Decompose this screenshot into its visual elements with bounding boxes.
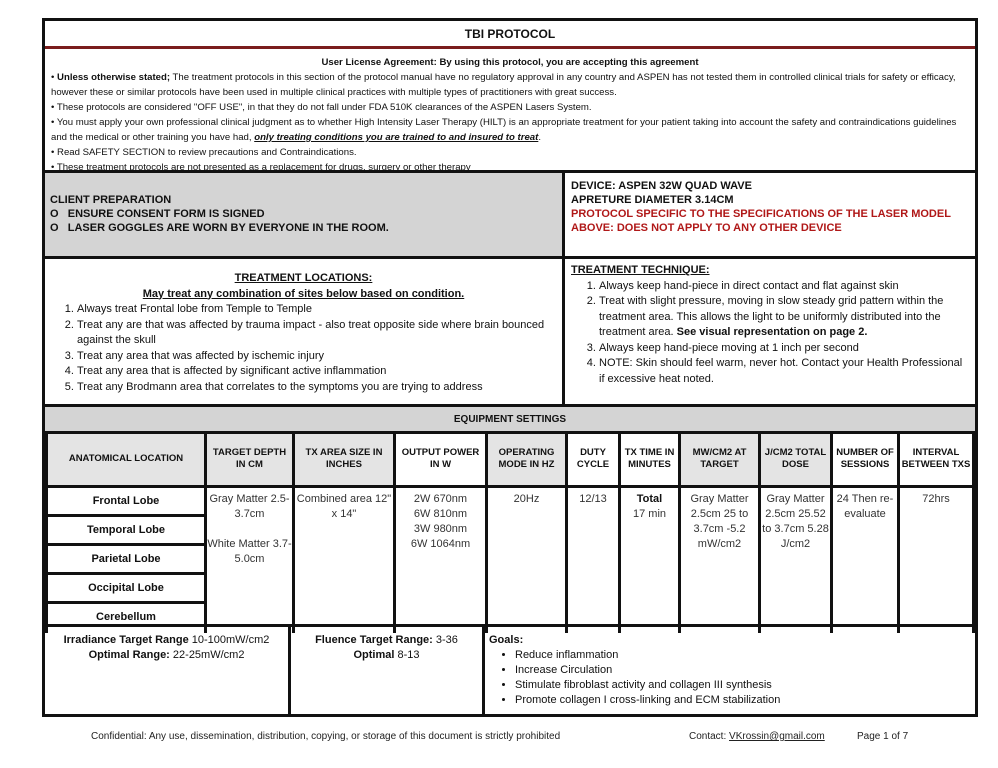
equipment-table: ANATOMICAL LOCATION TARGET DEPTH IN CM TX AREA SIZE IN INCHES OUTPUT POWER IN W OPERATING MODE IN HZ DUTY CYCLE TX TIME IN MINUTES MW/CM2 AT TARGET J/CM2 TOTAL DOSE NUMBER OF SESSIONS INTERVAL BETWEEN TXS Frontal Lobe Temporal Lobe Parietal Lobe Occipital Lobe Cerebellum Gray Matter 2.5-3.7cm White Matter 3.7-5.0cm Combined area 12" x 14" 2W 670nm 6W 810nm 3W 980nm 6W 1064nm 20Hz 12/13 Total 17 min Gray Matter 2.5cm 25 to 3.7cm -5.2 mW/cm2 Gray Matter 2.5cm 25.52 to 3.7cm 5.28 J/cm2 24 Then re-evaluate 72hrs <box>45 434 975 633</box>
client-preparation: CLIENT PREPARATION O ENSURE CONSENT FORM IS SIGNED O LASER GOGGLES ARE WORN BY EVERYONE IN THE ROOM. <box>45 173 565 256</box>
protocol-document <box>42 18 978 717</box>
irradiance-range: Irradiance Target Range 10-100mW/cm2 Optimal Range: 22-25mW/cm2 <box>45 627 291 714</box>
confidential-notice: Confidential: Any use, dissemination, distribution, copying, or storage of this document is strictly prohibited <box>91 731 561 742</box>
license-agreement: User License Agreement: By using this protocol, you are accepting this agreement • Unless otherwise stated; The treatment protocols in this section of the protocol manual have no regulatory approval in any country and ASPEN has not tested them in controlled clinical trials for safety or efficacy, however these or similar protocols have been used in multiple clinical practices with multiple types of practitioners with great success. • These protocols are considered "OFF USE", in that they do not fall under FDA 510K clearances of the ASPEN Lasers System. • You must apply your own professional clinical judgment as to whether High Intensity Laser Therapy (HILT) is an appropriate treatment for your patient taking into account the safety and contraindications guidelines and the medical or other training you have had, only treating conditions you are trained to and insured to treat. • Read SAFETY SECTION to review precautions and Contraindications. • These treatment protocols are not presented as a replacement for drugs, surgery or other therapy <box>45 49 975 173</box>
page-number: Page 1 of 7 <box>857 731 909 742</box>
contact: Contact: VKrossin@gmail.com <box>689 731 825 742</box>
treatment-locations: TREATMENT LOCATIONS: May treat any combination of sites below based on condition. 1. Always treat Frontal lobe from Temple to Temple 2. Treat any are that was affected by trauma impact - also treat opposite side where brain bounced against the skull 3. Treat any area that was affected by ischemic injury 4. Treat any area that is affected by significant active inflammation 5. Treat any Brodmann area that correlates to the symptoms you are trying to address <box>45 259 565 404</box>
goals: Goals: • Reduce inflammation • Increase Circulation • Stimulate fibroblast activity and collagen III synthesis • Promote collagen I cross-linking and ECM stabilization <box>485 627 975 714</box>
anatomical-locations: Frontal Lobe Temporal Lobe Parietal Lobe Occipital Lobe Cerebellum <box>47 486 206 633</box>
device-info: DEVICE: ASPEN 32W QUAD WAVE APRETURE DIAMETER 3.14CM PROTOCOL SPECIFIC TO THE SPECIFICATIONS OF THE LASER MODEL ABOVE: DOES NOT APPLY TO ANY OTHER DEVICE <box>565 173 975 256</box>
equipment-settings-heading: EQUIPMENT SETTINGS <box>45 407 975 434</box>
fluence-range: Fluence Target Range: 3-36 Optimal 8-13 <box>291 627 485 714</box>
document-title: TBI PROTOCOL <box>45 21 975 49</box>
treatment-technique: TREATMENT TECHNIQUE: 1. Always keep hand-piece in direct contact and flat against skin 2. Treat with slight pressure, moving in slow steady grid pattern within the treatment area. This allows the light to be uniformly distributed into the treatment area. See visual representation on page 2. 3. Always keep hand-piece moving at 1 inch per second 4. NOTE: Skin should feel warm, never hot. Contact your Health Professional if excessive heat noted. <box>565 259 975 404</box>
email-link[interactable]: VKrossin@gmail.com <box>729 731 825 742</box>
device-warning: PROTOCOL SPECIFIC TO THE SPECIFICATIONS OF THE LASER MODEL ABOVE: DOES NOT APPLY TO ANY OTHER DEVICE <box>571 208 951 234</box>
license-heading: User License Agreement: By using this protocol, you are accepting this agreement <box>321 57 699 68</box>
